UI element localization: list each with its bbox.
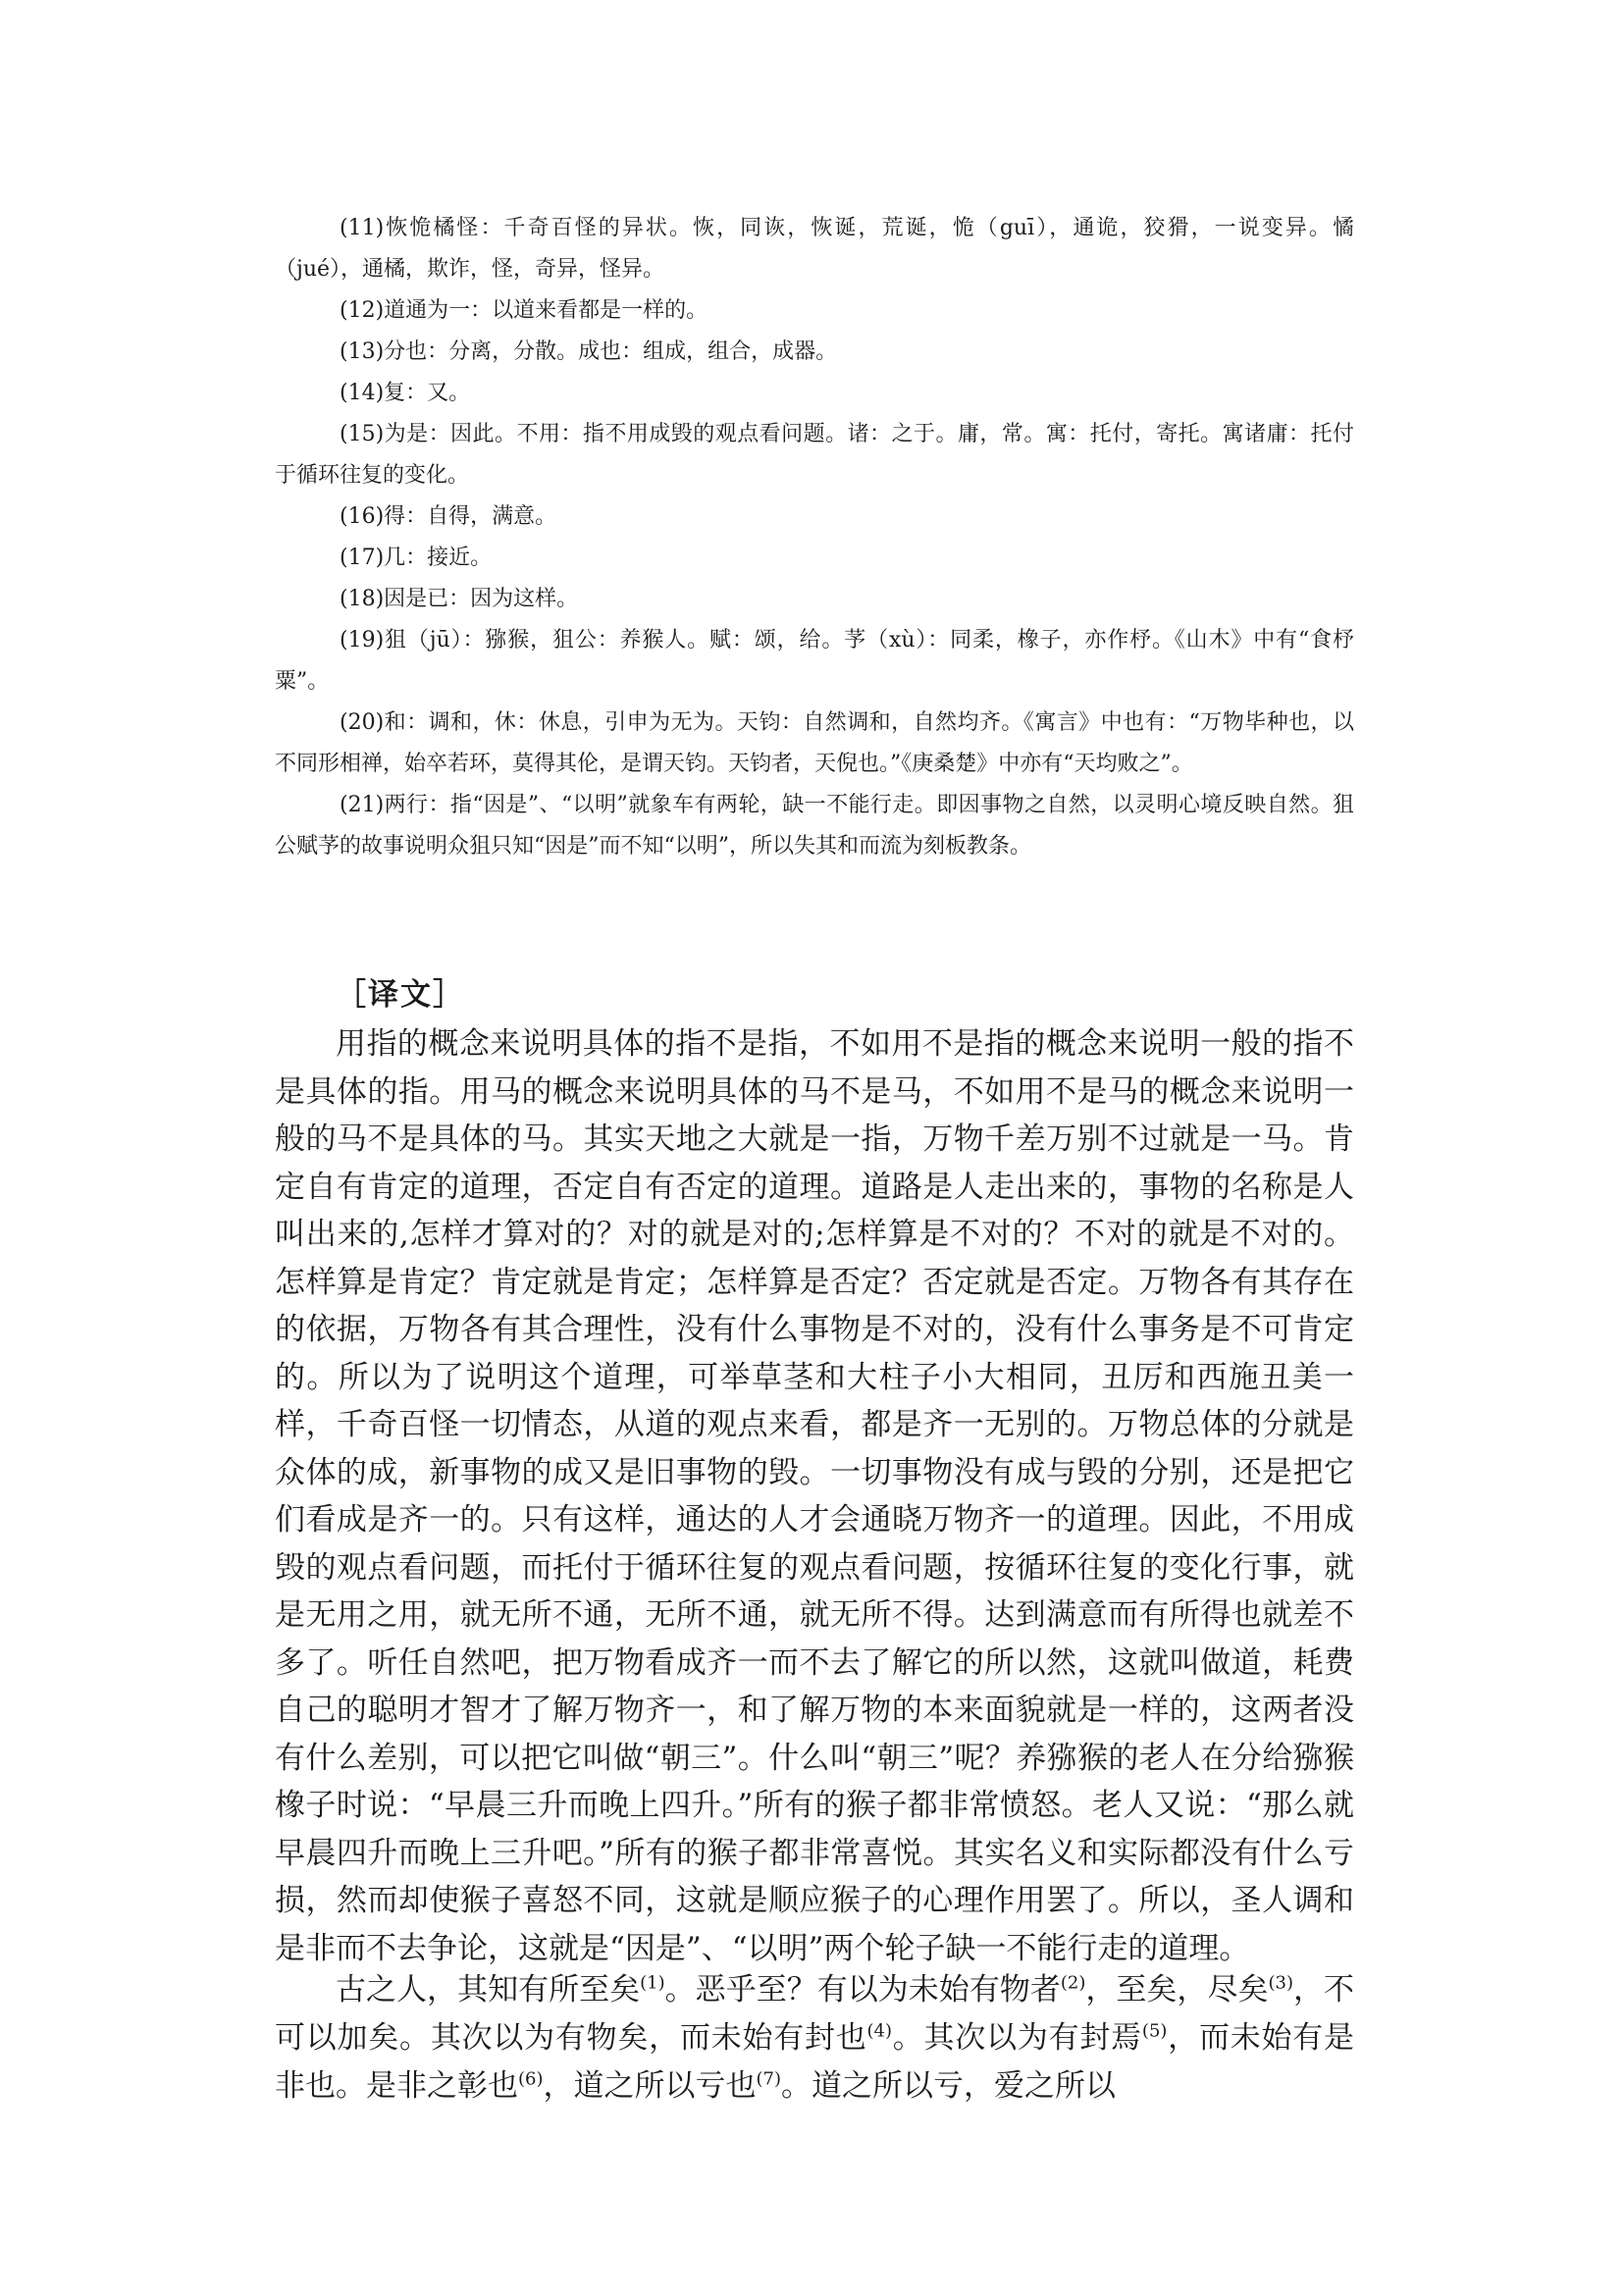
- note-12: (12)道通为一：以道来看都是一样的。: [340, 298, 708, 323]
- original-segment: ，道之所以亏也: [543, 2068, 757, 2104]
- footnote-marker-6: (6): [518, 2068, 544, 2090]
- original-segment: 。其次以为有封焉: [892, 2020, 1142, 2056]
- original-segment: 。恶乎至？有以为未始有物者: [664, 1972, 1061, 2007]
- original-text-section: [275, 1966, 1354, 2111]
- original-paragraph: [275, 1966, 1354, 2111]
- original-segment: ，而未始有是非也。是非之彰也: [275, 2020, 1355, 2104]
- note-14: (14)复：又。: [340, 381, 471, 405]
- footnote-marker-5: (5): [1141, 2020, 1168, 2042]
- footnote-marker-1: (1): [640, 1972, 665, 1994]
- translation-heading: ［译文］: [336, 977, 465, 1013]
- note-16: (16)得：自得，满意。: [340, 504, 557, 529]
- note-21: (21)两行：指“因是”、“以明”就象车有两轮，缺一不能行走。即因事物之自然，以灵明心境反映自然。狙公赋芧的故事说明众狙只知“因是”而不知“以明”，所以失其和而流为刻板教条。: [275, 793, 1354, 859]
- document-page: [275, 0, 1354, 2294]
- translation-paragraph: 用指的概念来说明具体的指不是指，不如用不是指的概念来说明一般的指不是具体的指。用马的概念来说明具体的马不是马，不如用不是马的概念来说明一般的马不是具体的马。其实天地之大就是一指，万物千差万别不过就是一马。肯定自有肯定的道理，否定自有否定的道理。道路是人走出来的，事物的名称是人叫出来的,怎样才算对的？对的就是对的;怎样算是不对的？不对的就是不对的。怎样算是肯定？肯定就是肯定；怎样算是否定？否定就是否定。万物各有其存在的依据，万物各有其合理性，没有什么事物是不对的，没有什么事务是不可肯定的。所以为了说明这个道理，可举草茎和大柱子小大相同，丑厉和西施丑美一样，千奇百怪一切情态，从道的观点来看，都是齐一无别的。万物总体的分就是众体的成，新事物的成又是旧事物的毁。一切事物没有成与毁的分别，还是把它们看成是齐一的。只有这样，通达的人才会通晓万物齐一的道理。因此，不用成毁的观点看问题，而托付于循环往复的观点看问题，按循环往复的变化行事，就是无用之用，就无所不通，无所不通，就无所不得。达到满意而有所得也就差不多了。听任自然吧，把万物看成齐一而不去了解它的所以然，这就叫做道，耗费自己的聪明才智才了解万物齐一，和了解万物的本来面貌就是一样的，这两者没有什么差别，可以把它叫做“朝三”。什么叫“朝三”呢？养猕猴的老人在分给猕猴橡子时说：“早晨三升而晚上四升。”所有的猴子都非常愤怒。老人又说：“那么就早晨四升而晚上三升吧。”所有的猴子都非常喜悦。其实名义和实际都没有什么亏损，然而却使猴子喜怒不同，这就是顺应猴子的心理作用罢了。所以，圣人调和是非而不去争论，这就是“因是”、“以明”两个轮子缺一不能行走的道理。: [275, 1026, 1354, 1966]
- note-18: (18)因是已：因为这样。: [340, 587, 579, 611]
- note-19: (19)狙（jū）：猕猴，狙公：养猴人。赋：颂，给。芧（xù）：同柔，橡子，亦作杼。《山木》中有“食杼粟”。: [275, 628, 1354, 694]
- original-segment: 。道之所以亏，爱之所以: [781, 2068, 1116, 2104]
- original-segment: 古之人，其知有所至矣: [336, 1972, 641, 2007]
- footnote-marker-4: (4): [866, 2020, 893, 2042]
- note-20: (20)和：调和，休：休息，引申为无为。天钧：自然调和，自然均齐。《寓言》中也有：“万物毕种也，以不同形相禅，始卒若环，莫得其伦，是谓天钧。天钧者，天倪也。”《庚桑楚》中亦有“天均败之”。: [275, 710, 1354, 776]
- original-segment: ，至矣，尽矣: [1085, 1972, 1269, 2007]
- note-17: (17)几：接近。: [340, 546, 493, 570]
- annotation-notes: [275, 208, 1354, 867]
- note-13: (13)分也：分离，分散。成也：组成，组合，成器。: [340, 339, 838, 364]
- translation-section: [275, 1020, 1354, 1972]
- footnote-marker-7: (7): [756, 2068, 781, 2090]
- original-segment: ，不可以加矣。其次以为有物矣，而未始有封也: [275, 1972, 1355, 2056]
- note-15: (15)为是：因此。不用：指不用成毁的观点看问题。诸：之于。庸，常。寓：托付，寄托。寓诸庸：托付于循环往复的变化。: [275, 422, 1354, 488]
- footnote-marker-2: (2): [1060, 1972, 1086, 1994]
- note-11: (11)恢恑橘怪：千奇百怪的异状。恢，同诙，恢诞，荒诞，恑（guī），通诡，狡猾，一说变异。憰（jué），通橘，欺诈，怪，奇异，怪异。: [275, 216, 1354, 282]
- footnote-marker-3: (3): [1268, 1972, 1293, 1994]
